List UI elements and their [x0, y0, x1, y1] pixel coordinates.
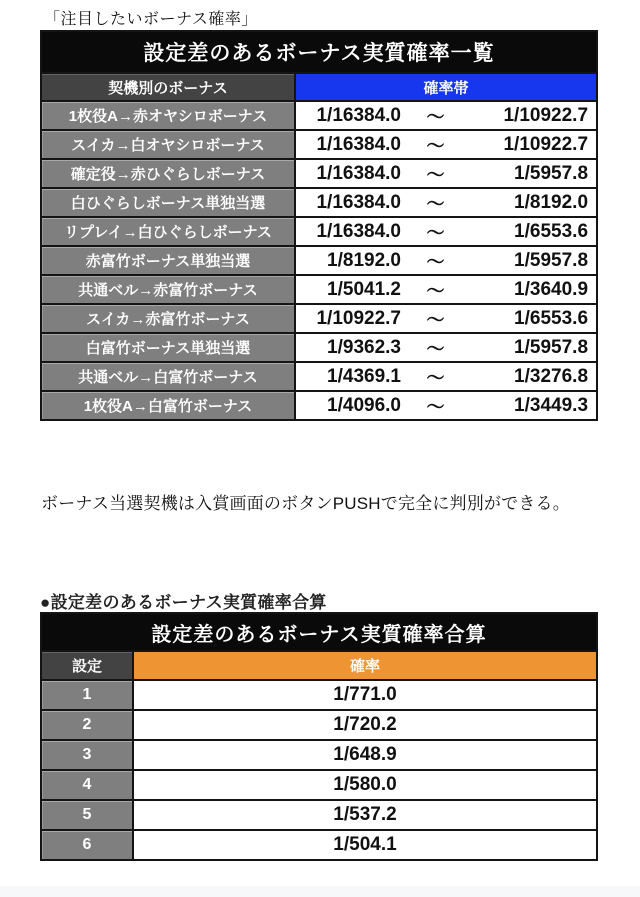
probability-low: 1/8192.0: [327, 249, 401, 271]
setting-number: 6: [41, 830, 133, 860]
bonus-trigger-label: 白富竹ボーナス単独当選: [41, 333, 295, 362]
table1-title: 設定差のあるボーナス実質確率一覧: [41, 31, 597, 73]
table-row: [41, 159, 597, 188]
table2-header-probability: 確率: [133, 651, 597, 680]
bonus-trigger-label: 確定役→赤ひぐらしボーナス: [41, 159, 295, 188]
combined-probability-value: 1/580.0: [133, 770, 597, 800]
bonus-trigger-label: 赤富竹ボーナス単独当選: [41, 246, 295, 275]
probability-high: 1/6553.6: [514, 220, 589, 242]
probability-low: 1/4369.1: [327, 365, 401, 387]
tilde-separator: ～: [426, 164, 445, 185]
table-row: [41, 130, 597, 159]
push-discrimination-note: ボーナス当選契機は入賞画面のボタンPUSHで完全に判別ができる。: [41, 494, 570, 513]
probability-high: 1/5957.8: [514, 162, 589, 184]
caption-top: 「注目したいボーナス確率」: [44, 11, 258, 28]
probability-high: 1/5957.8: [514, 336, 589, 358]
combined-probability-value: 1/771.0: [133, 680, 597, 710]
table1-header-probability-range: 確率帯: [295, 73, 597, 101]
probability-low: 1/5041.2: [327, 278, 401, 300]
table-row: [41, 246, 597, 275]
probability-range-cell: [295, 217, 597, 246]
probability-range-cell: [295, 333, 597, 362]
probability-high: 1/3276.8: [514, 365, 589, 387]
probability-range-cell: [295, 304, 597, 333]
bonus-trigger-label: リプレイ→白ひぐらしボーナス: [41, 217, 295, 246]
probability-high: 1/6553.6: [514, 307, 589, 329]
bonus-trigger-label: 共通ベル→赤富竹ボーナス: [41, 275, 295, 304]
bonus-trigger-label: 1枚役A→赤オヤシロボーナス: [41, 101, 295, 130]
table-row: [41, 680, 597, 710]
probability-high: 1/3449.3: [514, 394, 589, 416]
combined-probability-value: 1/720.2: [133, 710, 597, 740]
probability-low: 1/16384.0: [316, 191, 401, 213]
table2-header-setting: 設定: [41, 651, 133, 680]
tilde-separator: ～: [426, 309, 445, 330]
table-row: [41, 830, 597, 860]
table-row: [41, 188, 597, 217]
probability-low: 1/16384.0: [316, 104, 401, 126]
combined-probability-value: 1/648.9: [133, 740, 597, 770]
table1-header-trigger: 契機別のボーナス: [41, 73, 295, 101]
bonus-trigger-label: 1枚役A→白富竹ボーナス: [41, 391, 295, 420]
probability-low: 1/16384.0: [316, 133, 401, 155]
probability-high: 1/10922.7: [503, 104, 589, 126]
table-row: [41, 101, 597, 130]
combined-probability-table: [40, 612, 598, 861]
probability-high: 1/5957.8: [514, 249, 589, 271]
setting-number: 1: [41, 680, 133, 710]
combined-probability-value: 1/537.2: [133, 800, 597, 830]
tilde-separator: ～: [426, 338, 445, 359]
probability-high: 1/10922.7: [503, 133, 589, 155]
setting-number: 5: [41, 800, 133, 830]
table-row: [41, 333, 597, 362]
tilde-separator: ～: [426, 367, 445, 388]
table-row: [41, 362, 597, 391]
table2-title: 設定差のあるボーナス実質確率合算: [41, 613, 597, 651]
probability-low: 1/4096.0: [327, 394, 401, 416]
table-row: [41, 275, 597, 304]
probability-range-cell: [295, 362, 597, 391]
table-row: [41, 770, 597, 800]
tilde-separator: ～: [426, 251, 445, 272]
tilde-separator: ～: [426, 280, 445, 301]
bonus-trigger-label: 共通ベル→白富竹ボーナス: [41, 362, 295, 391]
probability-high: 1/3640.9: [514, 278, 589, 300]
table-row: [41, 740, 597, 770]
combined-probability-value: 1/504.1: [133, 830, 597, 860]
tilde-separator: ～: [426, 222, 445, 243]
probability-low: 1/9362.3: [327, 336, 401, 358]
tilde-separator: ～: [426, 396, 445, 417]
probability-low: 1/16384.0: [316, 220, 401, 242]
probability-low: 1/16384.0: [316, 162, 401, 184]
tilde-separator: ～: [426, 106, 445, 127]
probability-range-cell: [295, 101, 597, 130]
bonus-trigger-label: スイカ→赤富竹ボーナス: [41, 304, 295, 333]
setting-number: 2: [41, 710, 133, 740]
bottom-strip: [0, 886, 640, 897]
table-row: [41, 217, 597, 246]
bonus-probability-table: [40, 30, 598, 421]
setting-number: 4: [41, 770, 133, 800]
probability-range-cell: [295, 246, 597, 275]
bonus-trigger-label: スイカ→白オヤシロボーナス: [41, 130, 295, 159]
probability-range-cell: [295, 275, 597, 304]
table-row: [41, 800, 597, 830]
probability-range-cell: [295, 159, 597, 188]
probability-range-cell: [295, 188, 597, 217]
bonus-trigger-label: 白ひぐらしボーナス単独当選: [41, 188, 295, 217]
table-row: [41, 710, 597, 740]
setting-number: 3: [41, 740, 133, 770]
table-row: [41, 391, 597, 420]
probability-range-cell: [295, 130, 597, 159]
probability-low: 1/10922.7: [316, 307, 401, 329]
tilde-separator: ～: [426, 193, 445, 214]
tilde-separator: ～: [426, 135, 445, 156]
section2-heading: ●設定差のあるボーナス実質確率合算: [40, 593, 327, 612]
table-row: [41, 304, 597, 333]
probability-high: 1/8192.0: [514, 191, 589, 213]
probability-range-cell: [295, 391, 597, 420]
